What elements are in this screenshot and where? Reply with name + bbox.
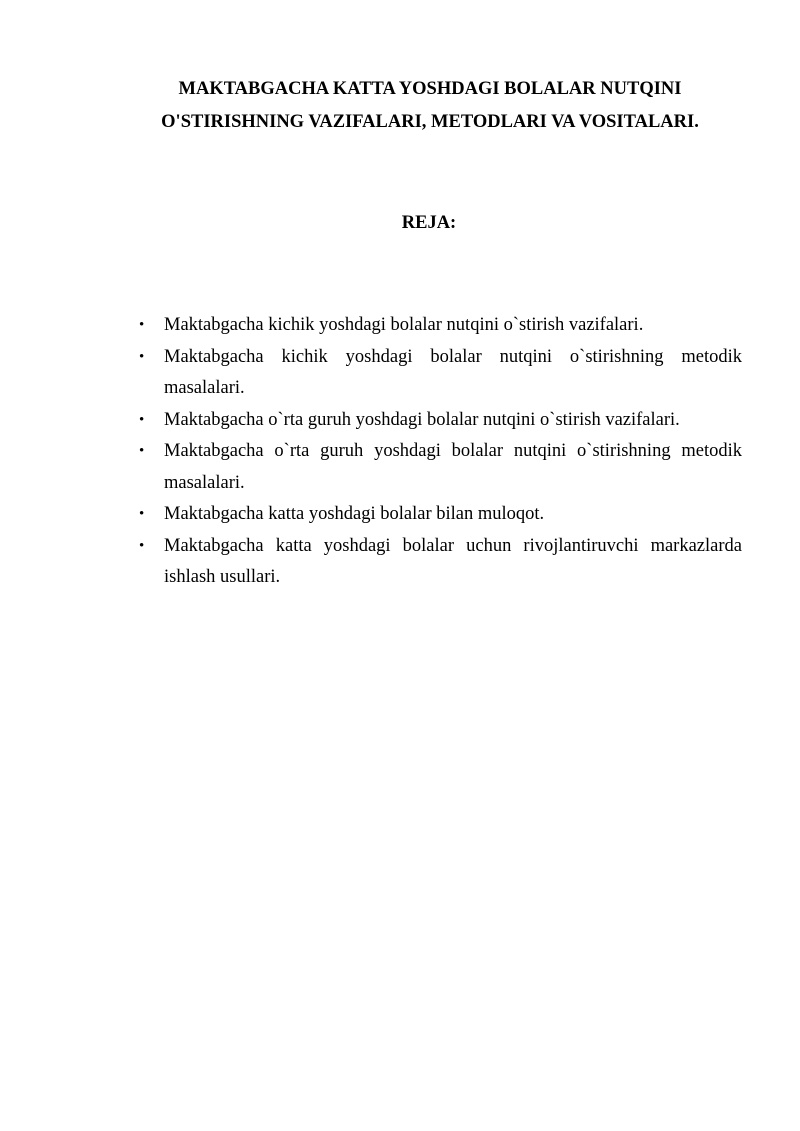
plan-item-text: Maktabgacha kichik yoshdagi bolalar nutqini o`stirishning metodik masalalari.	[164, 346, 742, 398]
plan-item-text: Maktabgacha o`rta guruh yoshdagi bolalar nutqini o`stirishning metodik masalalari.	[164, 441, 742, 493]
plan-item-3	[139, 405, 742, 437]
plan-item-6	[139, 531, 742, 594]
document-title	[100, 73, 760, 139]
plan-item-2	[139, 342, 742, 405]
plan-item-4	[139, 436, 742, 499]
plan-item-5	[139, 499, 742, 531]
plan-list	[139, 310, 742, 594]
plan-item-text: Maktabgacha katta yoshdagi bolalar uchun rivojlantiruvchi markazlarda ishlash usullari.	[164, 535, 742, 587]
title-line-2: O'STIRISHNING VAZIFALARI, METODLARI VA VOSITALARI.	[161, 112, 699, 132]
plan-item-text: Maktabgacha kichik yoshdagi bolalar nutqini o`stirish vazifalari.	[164, 315, 644, 335]
plan-item-1	[139, 310, 742, 342]
plan-item-text: Maktabgacha o`rta guruh yoshdagi bolalar nutqini o`stirish vazifalari.	[164, 409, 680, 430]
bullet-icon: •	[139, 537, 145, 554]
bullet-icon: •	[139, 411, 145, 428]
title-line-1: MAKTABGACHA KATTA YOSHDAGI BOLALAR NUTQINI	[178, 79, 682, 99]
bullet-icon: •	[139, 317, 145, 333]
plan-item-text: Maktabgacha katta yoshdagi bolalar bilan muloqot.	[164, 504, 545, 524]
plan-heading: REJA:	[401, 213, 457, 233]
bullet-icon: •	[139, 443, 145, 459]
bullet-icon: •	[139, 348, 145, 365]
bullet-icon: •	[139, 506, 145, 522]
